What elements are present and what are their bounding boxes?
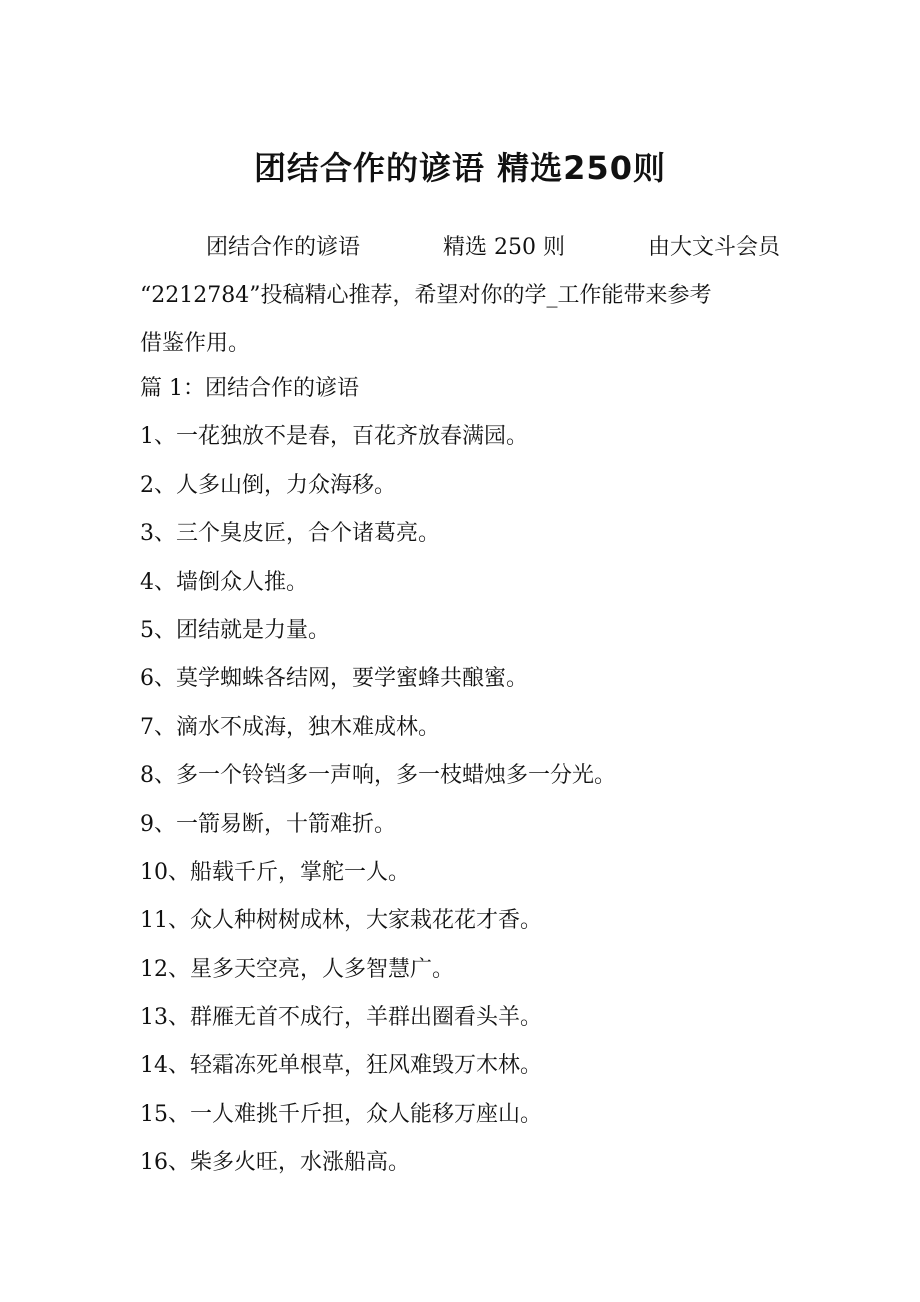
section-heading: 篇 1：团结合作的谚语 (140, 376, 359, 401)
list-item: 9、一箭易断，十箭难折。 (140, 811, 396, 837)
list-item: 6、莫学蜘蛛各结网，要学蜜蜂共酿蜜。 (140, 666, 528, 692)
list-item: 12、星多天空亮，人多智慧广。 (140, 956, 454, 982)
list-item: 7、滴水不成海，独木难成林。 (140, 714, 440, 740)
document-title: 团结合作的谚语 精选250则 (254, 149, 666, 187)
list-item: 13、群雁无首不成行，羊群出圈看头羊。 (140, 1005, 542, 1031)
intro-line-2: “2212784”投稿精心推荐，希望对你的学_工作能带来参考 (140, 283, 712, 308)
list-item: 5、团结就是力量。 (140, 617, 330, 643)
proverb-list (140, 365, 800, 1188)
list-item: 15、一人难挑千斤担，众人能移万座山。 (140, 1101, 542, 1127)
intro-line-3: 借鉴作用。 (140, 331, 251, 356)
intro-paragraph (140, 224, 780, 368)
intro-line-1-part-1: 团结合作的谚语 (206, 235, 361, 260)
intro-line-1 (140, 224, 780, 272)
list-item: 10、船载千斤，掌舵一人。 (140, 859, 410, 885)
list-item: 16、柴多火旺，水涨船高。 (140, 1150, 410, 1176)
list-item: 14、轻霜冻死单根草，狂风难毁万木林。 (140, 1053, 542, 1079)
intro-line-1-part-2: 精选 250 则 (443, 235, 565, 260)
list-item: 11、众人种树树成林，大家栽花花才香。 (140, 908, 542, 934)
list-item: 4、墙倒众人推。 (140, 569, 308, 595)
intro-line-1-part-3: 由大文斗会员 (647, 235, 780, 260)
list-item: 2、人多山倒，力众海移。 (140, 472, 396, 498)
list-item: 1、一花独放不是春，百花齐放春满园。 (140, 424, 528, 450)
list-item: 3、三个臭皮匠，合个诸葛亮。 (140, 521, 440, 547)
list-item: 8、多一个铃铛多一声响，多一枝蜡烛多一分光。 (140, 763, 616, 789)
